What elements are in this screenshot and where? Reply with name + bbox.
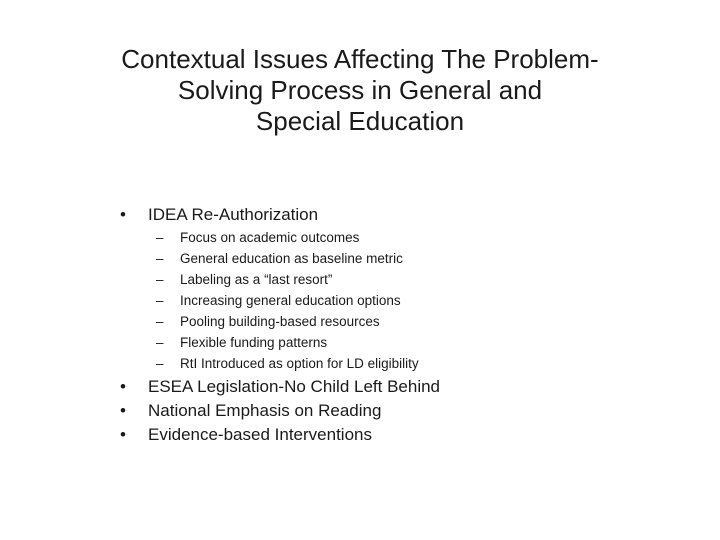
bullet-text: Evidence-based Interventions — [148, 425, 372, 444]
title-line-1: Contextual Issues Affecting The Problem- — [121, 44, 599, 74]
sub-bullet-text: Labeling as a “last resort” — [180, 272, 333, 287]
bullet-icon: • — [120, 425, 126, 444]
sub-bullet-text: Pooling building-based resources — [180, 314, 380, 329]
sub-bullet-text: Focus on academic outcomes — [180, 230, 360, 245]
bullet-text: IDEA Re-Authorization — [148, 205, 319, 224]
dash-icon: – — [156, 251, 164, 266]
sub-bullet-text: Increasing general education options — [180, 293, 401, 308]
bullet-icon: • — [120, 205, 126, 224]
bullet-icon: • — [120, 377, 126, 396]
bullet-icon: • — [120, 401, 126, 420]
dash-icon: – — [156, 230, 164, 245]
sub-bullet-text: General education as baseline metric — [180, 251, 403, 266]
dash-icon: – — [156, 314, 164, 329]
title-line-3: Special Education — [255, 106, 465, 136]
sub-bullet-text: Flexible funding patterns — [180, 335, 328, 350]
bullet-text: ESEA Legislation-No Child Left Behind — [148, 377, 441, 396]
sub-bullet-text: RtI Introduced as option for LD eligibility — [180, 356, 419, 371]
dash-icon: – — [156, 356, 164, 371]
title-line-2: Solving Process in General and — [177, 75, 543, 105]
dash-icon: – — [156, 293, 164, 308]
bullet-text: National Emphasis on Reading — [148, 401, 382, 420]
dash-icon: – — [156, 335, 164, 350]
dash-icon: – — [156, 272, 164, 287]
